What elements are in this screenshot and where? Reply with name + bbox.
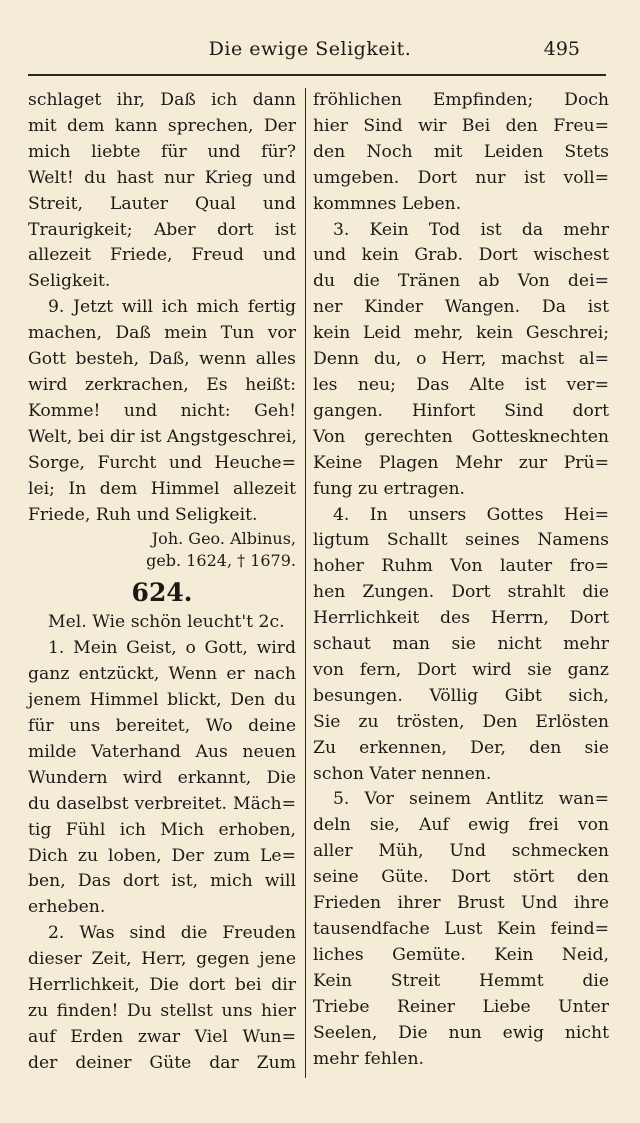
text-line: jenem Himmel blickt, Den du [28, 690, 296, 711]
hymn-624-verse-2 [28, 921, 296, 1076]
text-line: Sorge, Furcht und Heuche= [28, 452, 296, 473]
melody-line: Mel. Wie schön leucht't 2c. [48, 612, 285, 633]
text-line: umgeben. Dort nur ist voll= [313, 167, 609, 188]
text-line: schon Vater nennen. [313, 763, 492, 784]
verse-first-line: 1. Mein Geist, o Gott, wird [48, 638, 296, 659]
text-line: ligtum Schallt seines Namens [313, 530, 609, 551]
text-line: du die Tränen ab Von dei= [313, 271, 609, 292]
page-number: 495 [543, 38, 580, 60]
text-line: Herrlichkeit, Die dort bei dir [28, 975, 296, 996]
text-line: liches Gemüte. Kein Neid, [313, 944, 609, 965]
text-line: hoher Ruhm Von lauter fro= [313, 556, 609, 577]
text-line: von fern, Dort wird sie ganz [313, 659, 609, 680]
text-line: ner Kinder Wangen. Da ist [313, 297, 609, 318]
text-line: allezeit Friede, Freud und [28, 245, 296, 266]
text-line: Seelen, Die nun ewig nicht [313, 1022, 609, 1043]
text-line: Welt, bei dir ist Angstgeschrei, [28, 426, 298, 447]
text-line: Triebe Reiner Liebe Unter [313, 996, 609, 1017]
text-line: Wundern wird erkannt, Die [28, 767, 296, 788]
text-line: erheben. [28, 897, 106, 918]
text-line: Denn du, o Herr, machst al= [313, 349, 609, 370]
text-line: und kein Grab. Dort wischest [313, 245, 609, 266]
text-line: den Noch mit Leiden Stets [313, 141, 609, 162]
text-line: milde Vaterhand Aus neuen [28, 741, 296, 762]
text-line: zu finden! Du stellst uns hier [28, 1001, 296, 1021]
text-line: Frieden ihrer Brust Und ihre [313, 893, 609, 914]
text-line: Komme! und nicht: Geh! [28, 400, 296, 421]
text-line: hier Sind wir Bei den Freu= [313, 115, 609, 136]
text-line: Kein Streit Hemmt die [313, 970, 609, 991]
right-column [313, 88, 609, 1072]
text-line: tig Fühl ich Mich erhoben, [28, 819, 296, 840]
text-line: Dich zu loben, Der zum Le= [28, 845, 296, 866]
text-line: machen, Daß mein Tun vor [28, 323, 296, 344]
hymn-623-verse-9 [28, 295, 296, 528]
hymn-624-verse-5 [313, 787, 609, 1072]
text-line: Gott besteh, Daß, wenn alles [28, 349, 296, 370]
running-header: Die ewige Seligkeit. [208, 38, 412, 60]
text-line: lei; In dem Himmel allezeit [28, 478, 296, 499]
text-line: dieser Zeit, Herr, gegen jene [28, 949, 296, 970]
text-line: aller Müh, Und schmecken [313, 841, 609, 862]
text-line: besungen. Völlig Gibt sich, [313, 685, 609, 706]
text-line: fung zu ertragen. [313, 478, 466, 499]
text-line: ben, Das dort ist, mich will [28, 871, 296, 892]
author-dates: geb. 1624, † 1679. [146, 551, 296, 571]
text-line: ganz entzückt, Wenn er nach [28, 664, 296, 685]
text-line: kommnes Leben. [313, 193, 462, 214]
text-line: du daselbst verbreitet. Mäch= [28, 793, 296, 814]
text-line: Seligkeit. [28, 271, 111, 292]
hymn-number: 624. [131, 578, 193, 608]
text-line: fröhlichen Empfinden; Doch [313, 90, 609, 110]
text-line: Streit, Lauter Qual und [28, 193, 296, 214]
text-line: mit dem kann sprechen, Der [28, 115, 296, 136]
hymn-624-verse-3 [313, 218, 609, 503]
hymn-624-verse-2-continuation [313, 88, 609, 218]
text-line: für uns bereitet, Wo deine [28, 716, 296, 737]
text-line: kein Leid mehr, kein Geschrei; [313, 323, 609, 344]
text-line: seine Güte. Dort stört den [313, 867, 609, 888]
text-line: Zu erkennen, Der, den sie [313, 737, 609, 758]
left-column [28, 88, 296, 1077]
text-line: les neu; Das Alte ist ver= [313, 374, 609, 395]
verse-first-line: 5. Vor seinem Antlitz wan= [333, 789, 609, 810]
text-line: Keine Plagen Mehr zur Prü= [313, 452, 609, 473]
text-line: mich liebte für und für? [28, 141, 296, 162]
hymn-624-verse-1 [28, 636, 296, 921]
author-attribution [28, 528, 296, 572]
text-line: mehr fehlen. [313, 1048, 425, 1069]
text-line: Sie zu trösten, Den Erlösten [313, 711, 609, 732]
text-line: tausendfache Lust Kein feind= [313, 919, 609, 939]
text-line: Von gerechten Gottesknechten [313, 426, 609, 447]
text-line: hen Zungen. Dort strahlt die [313, 582, 609, 603]
header-rule [28, 74, 606, 76]
text-line: gangen. Hinfort Sind dort [313, 400, 609, 421]
verse-first-line: 4. In unsers Gottes Hei= [333, 504, 609, 525]
author-name: Joh. Geo. Albinus, [151, 529, 296, 549]
hymn-623-verse-8-continuation [28, 88, 296, 295]
text-line: schlaget ihr, Daß ich dann [28, 90, 296, 110]
text-line: auf Erden zwar Viel Wun= [28, 1026, 296, 1047]
text-line: Friede, Ruh und Seligkeit. [28, 504, 258, 525]
text-line: deln sie, Auf ewig frei von [313, 815, 609, 836]
column-divider [305, 88, 306, 1078]
text-line: Traurigkeit; Aber dort ist [28, 219, 296, 240]
verse-first-line: 3. Kein Tod ist da mehr [333, 219, 609, 240]
text-line: wird zerkrachen, Es heißt: [28, 374, 296, 395]
text-line: Herrlichkeit des Herrn, Dort [313, 608, 609, 629]
hymn-624-verse-4 [313, 503, 609, 788]
verse-first-line: 2. Was sind die Freuden [48, 923, 296, 944]
verse-first-line: 9. Jetzt will ich mich fertig [48, 297, 296, 318]
text-line: Welt! du hast nur Krieg und [28, 167, 296, 188]
text-line: schaut man sie nicht mehr [313, 634, 609, 655]
text-line: der deiner Güte dar Zum [28, 1052, 296, 1073]
